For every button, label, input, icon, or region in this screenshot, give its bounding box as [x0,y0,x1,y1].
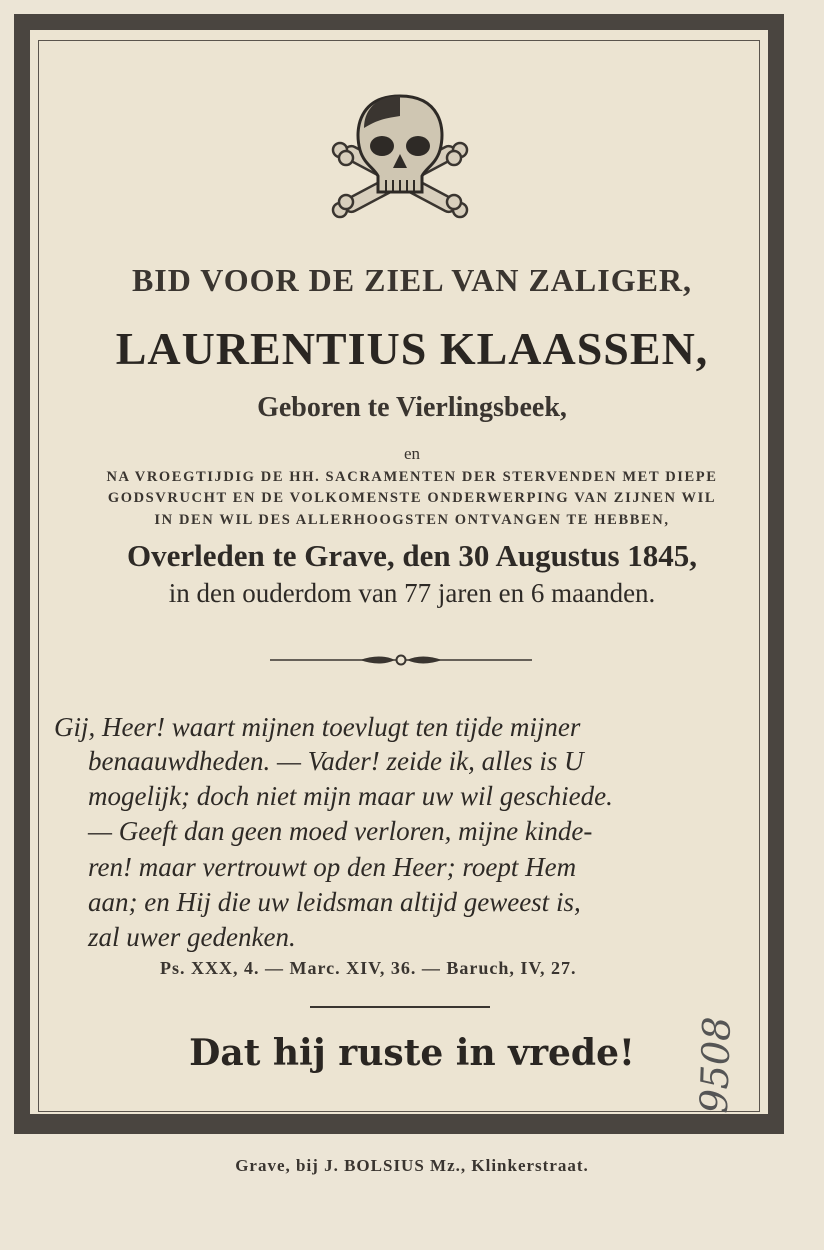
sacraments-line-1: NA VROEGTIJDIG DE HH. SACRAMENTEN DER STERVENDEN MET DIEPE [106,469,718,485]
deceased-name: LAURENTIUS KLAASSEN, [115,323,709,374]
prayer-intro: BID VOOR DE ZIEL VAN ZALIGER, [131,262,693,298]
handwritten-number-text: 9508 [691,1015,740,1115]
verse-line: mogelijk; doch niet mijn maar uw wil geschiede. [88,781,613,811]
handwritten-archive-number [691,1010,764,1115]
verse-line: benaauwdheden. — Vader! zeide ik, alles is U [88,746,584,776]
sacraments-line-2: GODSVRUCHT EN DE VOLKOMENSTE ONDERWERPING VAN ZIJNEN WIL [107,490,717,506]
verse-line: Gij, Heer! waart mijnen toevlugt ten tijde mijner [54,712,581,742]
sacraments-line-3: IN DEN WIL DES ALLERHOOGSTEN ONTVANGEN TE HEBBEN, [154,512,670,528]
scripture-references: Ps. XXX, 4. — Marc. XIV, 36. — Baruch, IV, 27. [160,958,577,978]
printer-imprint: Grave, bij J. BOLSIUS Mz., Klinkerstraat. [235,1156,589,1175]
closing-blessing: Dat hij ruste in vrede! [189,1032,635,1074]
verse-line: aan; en Hij die uw leidsman altijd geweest is, [88,887,581,917]
skull-and-crossbones-icon [330,88,470,238]
verse-line: — Geeft dan geen moed verloren, mijne kinde- [88,816,593,846]
age-line: in den ouderdom van 77 jaren en 6 maanden. [168,578,656,608]
birthplace-line: Geboren te Vierlingsbeek, [257,392,567,423]
ornamental-divider-icon [270,652,532,668]
verse-line: ren! maar vertrouwt op den Heer; roept Hem [88,852,577,882]
conjunction-line: en [403,444,421,463]
verse-line: zal uwer gedenken. [88,922,296,952]
death-line: Overleden te Grave, den 30 Augustus 1845, [126,538,698,573]
divider-rule [310,1006,490,1008]
